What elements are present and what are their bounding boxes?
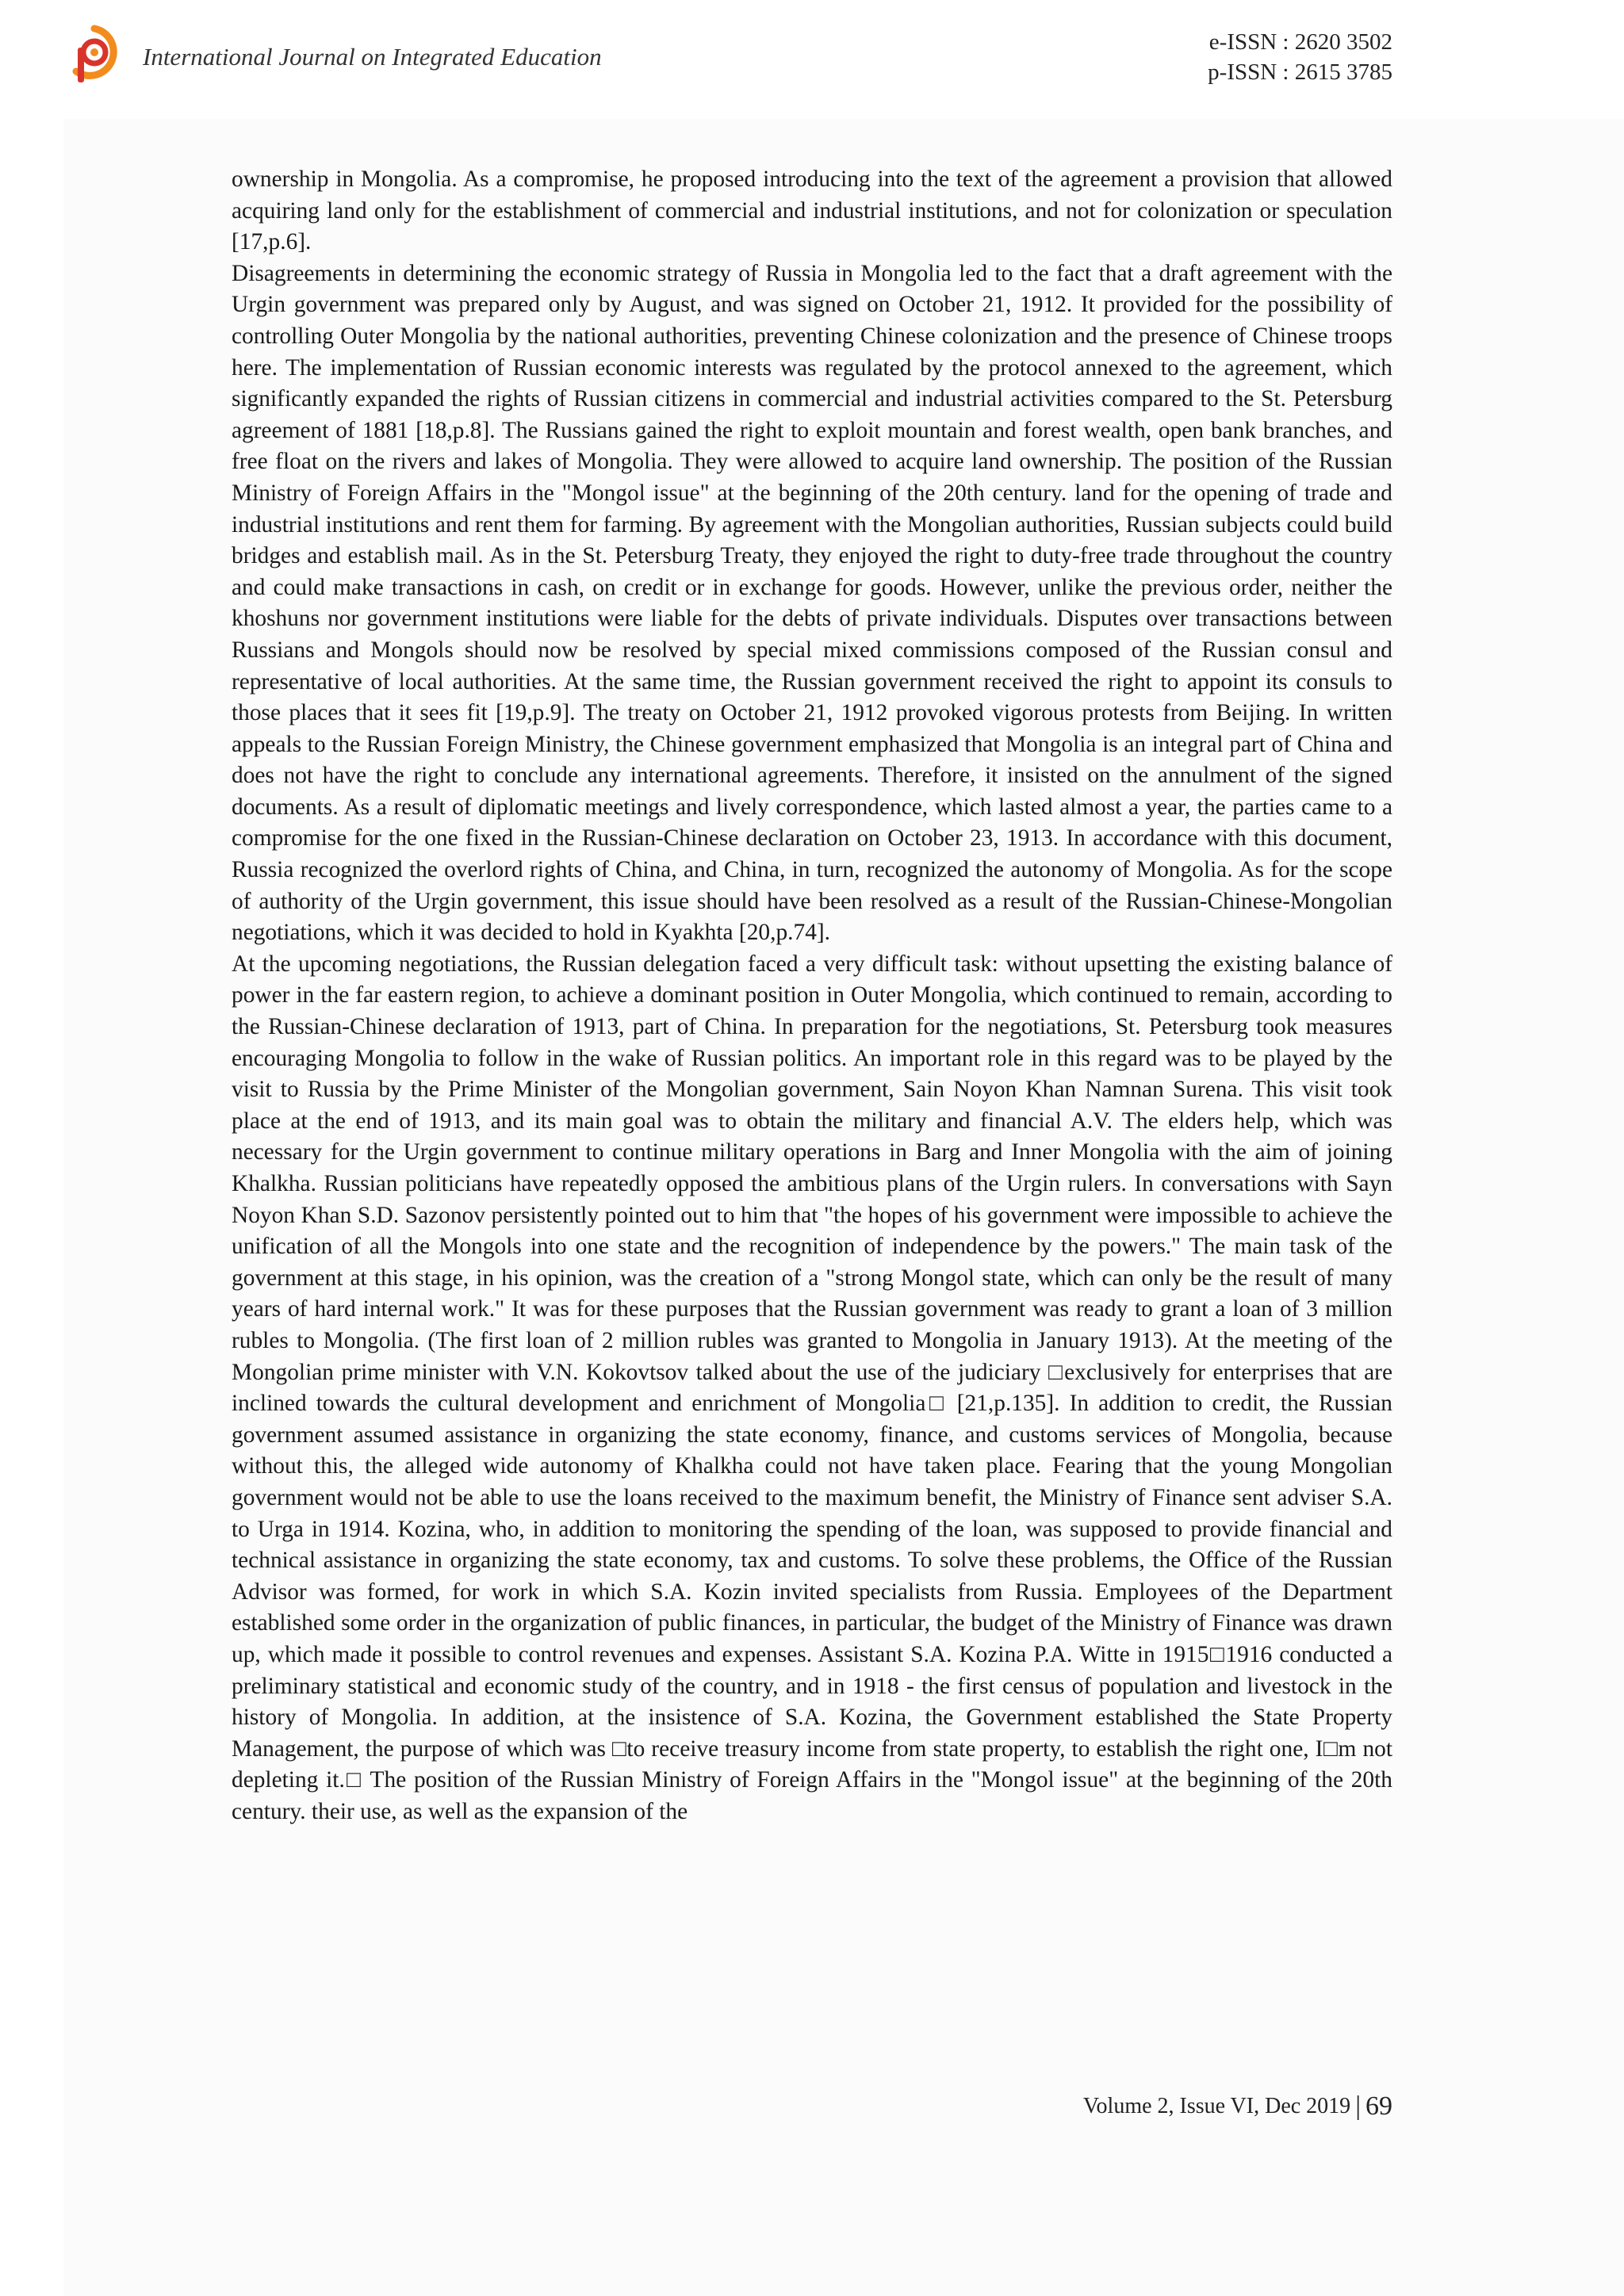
journal-logo-icon xyxy=(65,24,124,87)
page-footer xyxy=(1083,2091,1392,2122)
p-issn: p-ISSN : 2615 3785 xyxy=(1208,59,1392,85)
e-issn: e-ISSN : 2620 3502 xyxy=(1208,29,1392,55)
paragraph-2: Disagreements in determining the economic strategy of Russia in Mongolia led to the fact that a draft agreement with the Urgin government was prepared only by August, and was signed on October 21, 1912. It provided for the possibility of controlling Outer Mongolia by the national authorities, preventing Chinese colonization and the presence of Chinese troops here. The implementation of Russian economic interests was regulated by the protocol annexed to the agreement, which significantly expanded the rights of Russian citizens in commercial and industrial activities compared to the St. Petersburg agreement of 1881 [18,p.8]. The Russians gained the right to exploit mountain and forest wealth, open bank branches, and free float on the rivers and lakes of Mongolia. They were allowed to acquire land ownership. The position of the Russian Ministry of Foreign Affairs in the "Mongol issue" at the beginning of the 20th century. land for the opening of trade and industrial institutions and rent them for farming. By agreement with the Mongolian authorities, Russian subjects could build bridges and establish mail. As in the St. Petersburg Treaty, they enjoyed the right to duty-free trade throughout the country and could make transactions in cash, on credit or in exchange for goods. However, unlike the previous order, neither the khoshuns nor government institutions were liable for the debts of private individuals. Disputes over transactions between Russians and Mongols should now be resolved by special mixed commissions composed of the Russian consul and representative of local authorities. At the same time, the Russian government received the right to appoint its consuls to those places that it sees fit [19,p.9]. The treaty on October 21, 1912 provoked vigorous protests from Beijing. In written appeals to the Russian Foreign Ministry, the Chinese government emphasized that Mongolia is an integral part of China and does not have the right to conclude any international agreements. Therefore, it insisted on the annulment of the signed documents. As a result of diplomatic meetings and lively correspondence, which lasted almost a year, the parties came to a compromise for the one fixed in the Russian-Chinese declaration on October 23, 1913. In accordance with this document, Russia recognized the overlord rights of China, and China, in turn, recognized the autonomy of Mongolia. As for the scope of authority of the Urgin government, this issue should have been resolved as a result of the Russian-Chinese-Mongolian negotiations, which it was decided to hold in Kyakhta [20,p.74]. xyxy=(232,260,1392,946)
page-number: 69 xyxy=(1365,2091,1392,2121)
paragraph-1: ownership in Mongolia. As a compromise, he proposed introducing into the text of the agreement a provision that allowed acquiring land only for the establishment of commercial and industrial institutions, and not for colonization or speculation [17,p.6]. xyxy=(232,166,1392,255)
issn-block xyxy=(1208,27,1392,87)
page-header xyxy=(0,0,1624,103)
footer-separator: | xyxy=(1355,2091,1361,2121)
volume-info: Volume 2, Issue VI, Dec 2019 xyxy=(1082,2094,1351,2118)
article-body xyxy=(232,164,1392,1827)
journal-name: International Journal on Integrated Education xyxy=(143,43,602,71)
paragraph-3: At the upcoming negotiations, the Russian delegation faced a very difficult task: without upsetting the existing balance of power in the far eastern region, to achieve a dominant position in Outer Mongolia, which continued to remain, according to the Russian-Chinese declaration of 1913, part of China. In preparation for the negotiations, St. Petersburg took measures encouraging Mongolia to follow in the wake of Russian politics. An important role in this regard was to be played by the visit to Russia by the Prime Minister of the Mongolian government, Sain Noyon Khan Namnan Surena. This visit took place at the end of 1913, and its main goal was to obtain the military and financial A.V. The elders help, which was necessary for the Urgin government to continue military operations in Barg and Inner Mongolia with the aim of joining Khalkha. Russian politicians have repeatedly opposed the ambitious plans of the Urgin rulers. In conversations with Sayn Noyon Khan S.D. Sazonov persistently pointed out to him that "the hopes of his government were impossible to achieve the unification of all the Mongols into one state and the recognition of independence by the powers." The main task of the government at this stage, in his opinion, was the creation of a "strong Mongol state, which can only be the result of many years of hard internal work." It was for these purposes that the Russian government was ready to grant a loan of 3 million rubles to Mongolia. (The first loan of 2 million rubles was granted to Mongolia in January 1913). At the meeting of the Mongolian prime minister with V.N. Kokovtsov talked about the use of the judiciary □exclusively for enterprises that are inclined towards the cultural development and enrichment of Mongolia□ [21,p.135]. In addition to credit, the Russian government assumed assistance in organizing the state economy, finance, and customs services of Mongolia, because without this, the alleged wide autonomy of Khalkha could not have taken place. Fearing that the young Mongolian government would not be able to use the loans received to the maximum benefit, the Ministry of Finance sent adviser S.A. to Urga in 1914. Kozina, who, in addition to monitoring the spending of the loan, was supposed to provide financial and technical assistance in organizing the state economy, tax and customs. To solve these problems, the Office of the Russian Advisor was formed, for work in which S.A. Kozin invited specialists from Russia. Employees of the Department established some order in the organization of public finances, in particular, the budget of the Ministry of Finance was drawn up, which made it possible to control revenues and expenses. Assistant S.A. Kozina P.A. Witte in 1915□1916 conducted a preliminary statistical and economic study of the country, and in 1918 - the first census of population and livestock in the history of Mongolia. In addition, at the insistence of S.A. Kozina, the Government established the State Property Management, the purpose of which was □to receive treasury income from state property, to establish the right one, I□m not depleting it.□ The position of the Russian Ministry of Foreign Affairs in the "Mongol issue" at the beginning of the 20th century. their use, as well as the expansion of the xyxy=(232,951,1392,1824)
